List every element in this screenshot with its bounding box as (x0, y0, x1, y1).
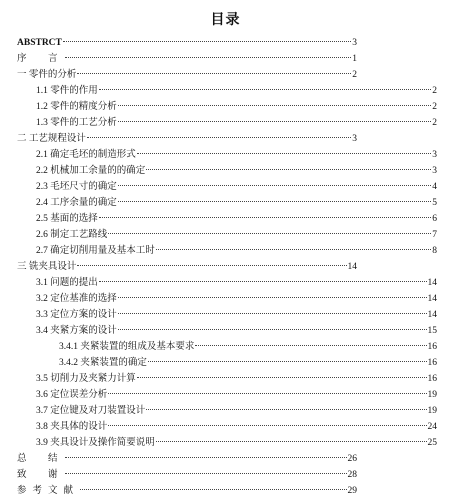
toc-entry-text: 3.8 夹具体的设计 (36, 422, 108, 432)
toc-leader (195, 345, 426, 346)
toc-entry-text: 总 结 (17, 454, 64, 464)
toc-entry-text: 1.1 零件的作用 (36, 86, 98, 96)
toc-leader (148, 361, 427, 362)
toc-entry-page: 6 (432, 214, 437, 224)
toc-entry-page: 14 (347, 262, 357, 272)
toc-entry-page: 19 (427, 406, 437, 416)
toc-entry-2-2[interactable] (36, 163, 437, 179)
toc-leader (137, 153, 431, 154)
toc-entry-3-1[interactable] (36, 275, 437, 291)
toc-entry-page: 29 (347, 486, 357, 496)
toc-entry-text: 3.2 定位基准的选择 (36, 294, 117, 304)
toc-entry-references[interactable] (17, 483, 357, 499)
toc-leader (77, 265, 346, 266)
toc-leader (80, 489, 346, 490)
toc-leader (65, 57, 352, 58)
toc-entry-page: 26 (347, 454, 357, 464)
toc-entry-text: 2.3 毛坯尺寸的确定 (36, 182, 117, 192)
toc-entry-preface[interactable] (17, 51, 357, 67)
toc-entry-abstract[interactable] (17, 35, 357, 51)
toc-entry-page: 19 (427, 390, 437, 400)
toc-leader (108, 393, 426, 394)
toc-entry-text: 2.5 基面的选择 (36, 214, 98, 224)
toc-entry-text: 2.4 工序余量的确定 (36, 198, 117, 208)
toc-entry-page: 1 (352, 54, 357, 64)
toc-entry-1-2[interactable] (36, 99, 437, 115)
toc-entry-3-4-2[interactable] (59, 355, 437, 371)
toc-entry-page: 16 (427, 342, 437, 352)
toc-entry-page: 2 (432, 86, 437, 96)
toc-leader (65, 473, 347, 474)
toc-leader (118, 105, 431, 106)
toc-entry-text: 一 零件的分析 (17, 70, 77, 80)
toc-entry-thanks[interactable] (17, 467, 357, 483)
toc-leader (146, 169, 431, 170)
toc-entry-text: ABSTRCT (17, 38, 62, 48)
toc-entry-page: 3 (352, 134, 357, 144)
toc-entry-3-7[interactable] (36, 403, 437, 419)
toc-leader (108, 425, 426, 426)
toc-leader (146, 409, 426, 410)
toc-entry-page: 16 (427, 374, 437, 384)
toc-entry-page: 25 (427, 438, 437, 448)
toc-entry-text: 三 铣夹具设计 (17, 262, 77, 272)
toc-entry-text: 3.3 定位方案的设计 (36, 310, 117, 320)
toc-leader (156, 441, 427, 442)
toc-entry-page: 5 (432, 198, 437, 208)
toc-entry-chapter-2[interactable] (17, 131, 357, 147)
toc-entry-page: 8 (432, 246, 437, 256)
toc-entry-text: 3.7 定位键及对刀装置设计 (36, 406, 146, 416)
toc-entry-3-9[interactable] (36, 435, 437, 451)
toc-entry-chapter-1[interactable] (17, 67, 357, 83)
toc-entry-page: 2 (432, 118, 437, 128)
toc-entry-text: 2.2 机械加工余量的的确定 (36, 166, 146, 176)
toc-leader (99, 89, 431, 90)
toc-entry-page: 4 (432, 182, 437, 192)
toc-entry-text: 参考文献 (17, 486, 80, 496)
toc-entry-2-1[interactable] (36, 147, 437, 163)
toc-entry-page: 14 (427, 310, 437, 320)
toc-leader (118, 201, 431, 202)
toc-entry-page: 3 (432, 150, 437, 160)
toc-leader (118, 121, 431, 122)
toc-entry-page: 28 (347, 470, 357, 480)
toc-entry-text: 二 工艺规程设计 (17, 134, 86, 144)
toc-entry-1-1[interactable] (36, 83, 437, 99)
toc-entry-page: 14 (427, 278, 437, 288)
toc-leader (108, 233, 431, 234)
toc-entry-3-3[interactable] (36, 307, 437, 323)
toc-entry-text: 3.1 问题的提出 (36, 278, 98, 288)
toc-entry-page: 2 (352, 70, 357, 80)
toc-leader (118, 185, 431, 186)
toc-entry-3-4[interactable] (36, 323, 437, 339)
toc-entry-2-7[interactable] (36, 243, 437, 259)
toc-leader (65, 457, 347, 458)
toc-entry-page: 3 (352, 38, 357, 48)
toc-entry-2-5[interactable] (36, 211, 437, 227)
toc-entry-page: 16 (427, 358, 437, 368)
toc-entry-text: 序 言 (17, 54, 64, 64)
toc-entry-text: 3.6 定位误差分析 (36, 390, 108, 400)
toc-entry-text: 2.7 确定切削用量及基本工时 (36, 246, 155, 256)
toc-entry-text: 2.1 确定毛坯的制造形式 (36, 150, 136, 160)
toc-entry-text: 3.4.1 夹紧装置的组成及基本要求 (59, 342, 195, 352)
toc-entry-2-6[interactable] (36, 227, 437, 243)
toc-entry-3-8[interactable] (36, 419, 437, 435)
toc-entry-text: 3.5 切削力及夹紧力计算 (36, 374, 136, 384)
toc-entry-page: 14 (427, 294, 437, 304)
toc-leader (137, 377, 427, 378)
toc-entry-summary[interactable] (17, 451, 357, 467)
toc-leader (118, 313, 427, 314)
toc-entry-chapter-3[interactable] (17, 259, 357, 275)
toc-leader (99, 281, 427, 282)
toc-entry-page: 15 (427, 326, 437, 336)
toc-leader (77, 73, 351, 74)
toc-entry-3-5[interactable] (36, 371, 437, 387)
toc-leader (99, 217, 431, 218)
toc-entry-3-2[interactable] (36, 291, 437, 307)
toc-entry-2-4[interactable] (36, 195, 437, 211)
toc-entry-text: 2.6 制定工艺路线 (36, 230, 108, 240)
toc-leader (156, 249, 431, 250)
toc-entry-text: 3.4.2 夹紧装置的确定 (59, 358, 147, 368)
toc-entry-text: 3.9 夹具设计及操作简要说明 (36, 438, 155, 448)
toc-leader (87, 137, 351, 138)
toc-entry-page: 2 (432, 102, 437, 112)
toc-entry-2-3[interactable] (36, 179, 437, 195)
toc-entry-page: 7 (432, 230, 437, 240)
toc-entry-text: 1.2 零件的精度分析 (36, 102, 117, 112)
toc-entry-3-4-1[interactable] (59, 339, 437, 355)
toc-entry-text: 1.3 零件的工艺分析 (36, 118, 117, 128)
toc-leader (63, 41, 351, 42)
toc-entry-3-6[interactable] (36, 387, 437, 403)
toc-entry-text: 3.4 夹紧方案的设计 (36, 326, 117, 336)
toc-entry-page: 3 (432, 166, 437, 176)
toc-entry-page: 24 (427, 422, 437, 432)
toc-entry-text: 致 谢 (17, 470, 64, 480)
toc-leader (118, 329, 427, 330)
toc-entry-1-3[interactable] (36, 115, 437, 131)
toc-leader (118, 297, 427, 298)
toc-title: 目录 (210, 12, 241, 28)
